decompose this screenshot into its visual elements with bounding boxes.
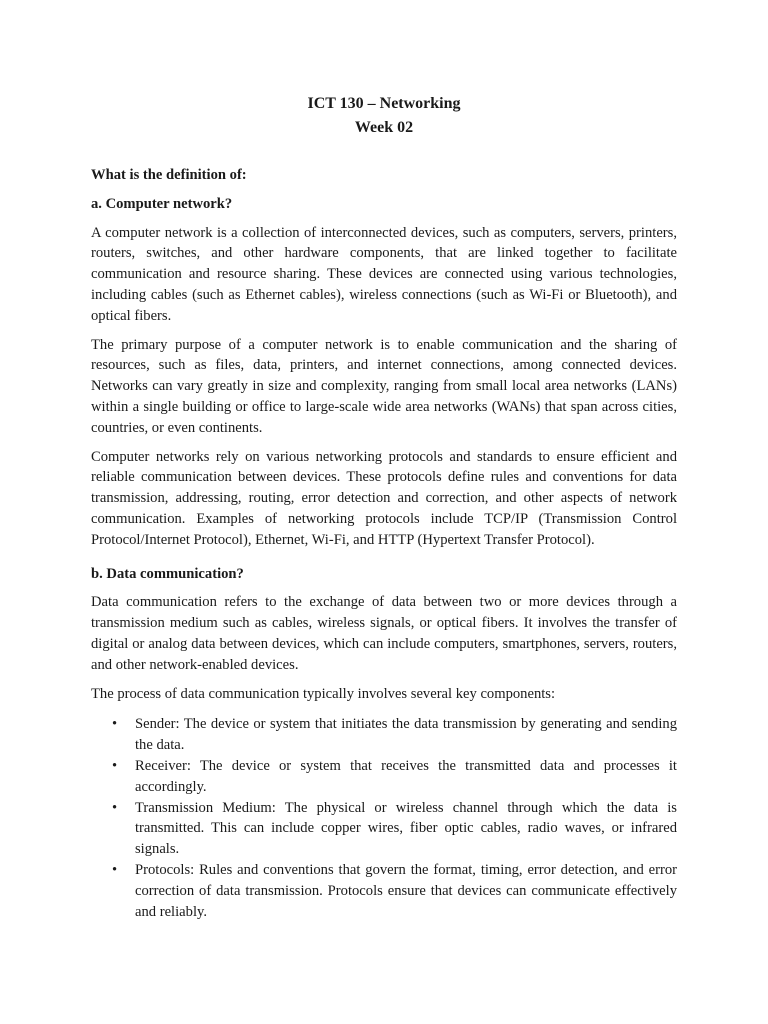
list-item-text: Receiver: The device or system that receives the transmitted data and processes it accordingly. — [135, 757, 677, 795]
list-item-text: Sender: The device or system that initiates the data transmission by generating and sending the data. — [135, 716, 677, 754]
section-b-paragraph: The process of data communication typically involves several key components: — [91, 685, 556, 702]
list-item — [112, 756, 677, 798]
document-page — [91, 92, 677, 922]
section-a-paragraph: The primary purpose of a computer network is to enable communication and the sharing of resources, such as files, data, printers, and internet connections, among connected devices. Networks can vary greatly in size and complexity, ranging from small local area networks (LANs) within a single building or office to large-scale wide area networks (WANs) that span across cities, countries, or even continents. — [91, 336, 677, 436]
bullet-icon: • — [112, 716, 118, 733]
bullet-icon: • — [112, 861, 118, 878]
document-subtitle: Week 02 — [354, 119, 414, 136]
list-item-text: Transmission Medium: The physical or wireless channel through which the data is transmitted. This can include copper wires, fiber optic cables, radio waves, or infrared signals. — [135, 799, 677, 858]
list-item-text: Protocols: Rules and conventions that govern the format, timing, error detection, and error correction of data transmission. Protocols ensure that devices can communicate effectively and reliably. — [135, 861, 677, 920]
document-title: ICT 130 – Networking — [307, 95, 461, 112]
section-a-paragraph: Computer networks rely on various networking protocols and standards to ensure efficient and reliable communication between devices. These protocols define rules and conventions for data transmission, addressing, routing, error detection and correction, and other aspects of network communication. Examples of networking protocols include TCP/IP (Transmission Control Protocol/Internet Protocol), Ethernet, Wi-Fi, and HTTP (Hypertext Transfer Protocol). — [91, 448, 677, 548]
components-list — [91, 714, 677, 922]
section-b-heading: b. Data communication? — [91, 565, 244, 582]
list-item — [112, 860, 677, 922]
section-b-paragraph: Data communication refers to the exchange of data between two or more devices through a transmission medium such as cables, wireless signals, or optical fibers. It involves the transfer of digital or analog data between devices, which can include computers, smartphones, servers, routers, and other network-enabled devices. — [91, 594, 677, 673]
list-item — [112, 714, 677, 756]
list-item — [112, 798, 677, 860]
intro-question: What is the definition of: — [91, 167, 247, 183]
bullet-icon: • — [112, 757, 118, 774]
section-a-paragraph: A computer network is a collection of interconnected devices, such as computers, servers, printers, routers, switches, and other hardware components, that are linked together to facilitate communication and resource sharing. These devices are connected using various technologies, including cables (such as Ethernet cables), wireless connections (such as Wi-Fi or Bluetooth), and optical fibers. — [91, 224, 677, 324]
section-a-heading: a. Computer network? — [91, 195, 233, 212]
bullet-icon: • — [112, 799, 118, 816]
